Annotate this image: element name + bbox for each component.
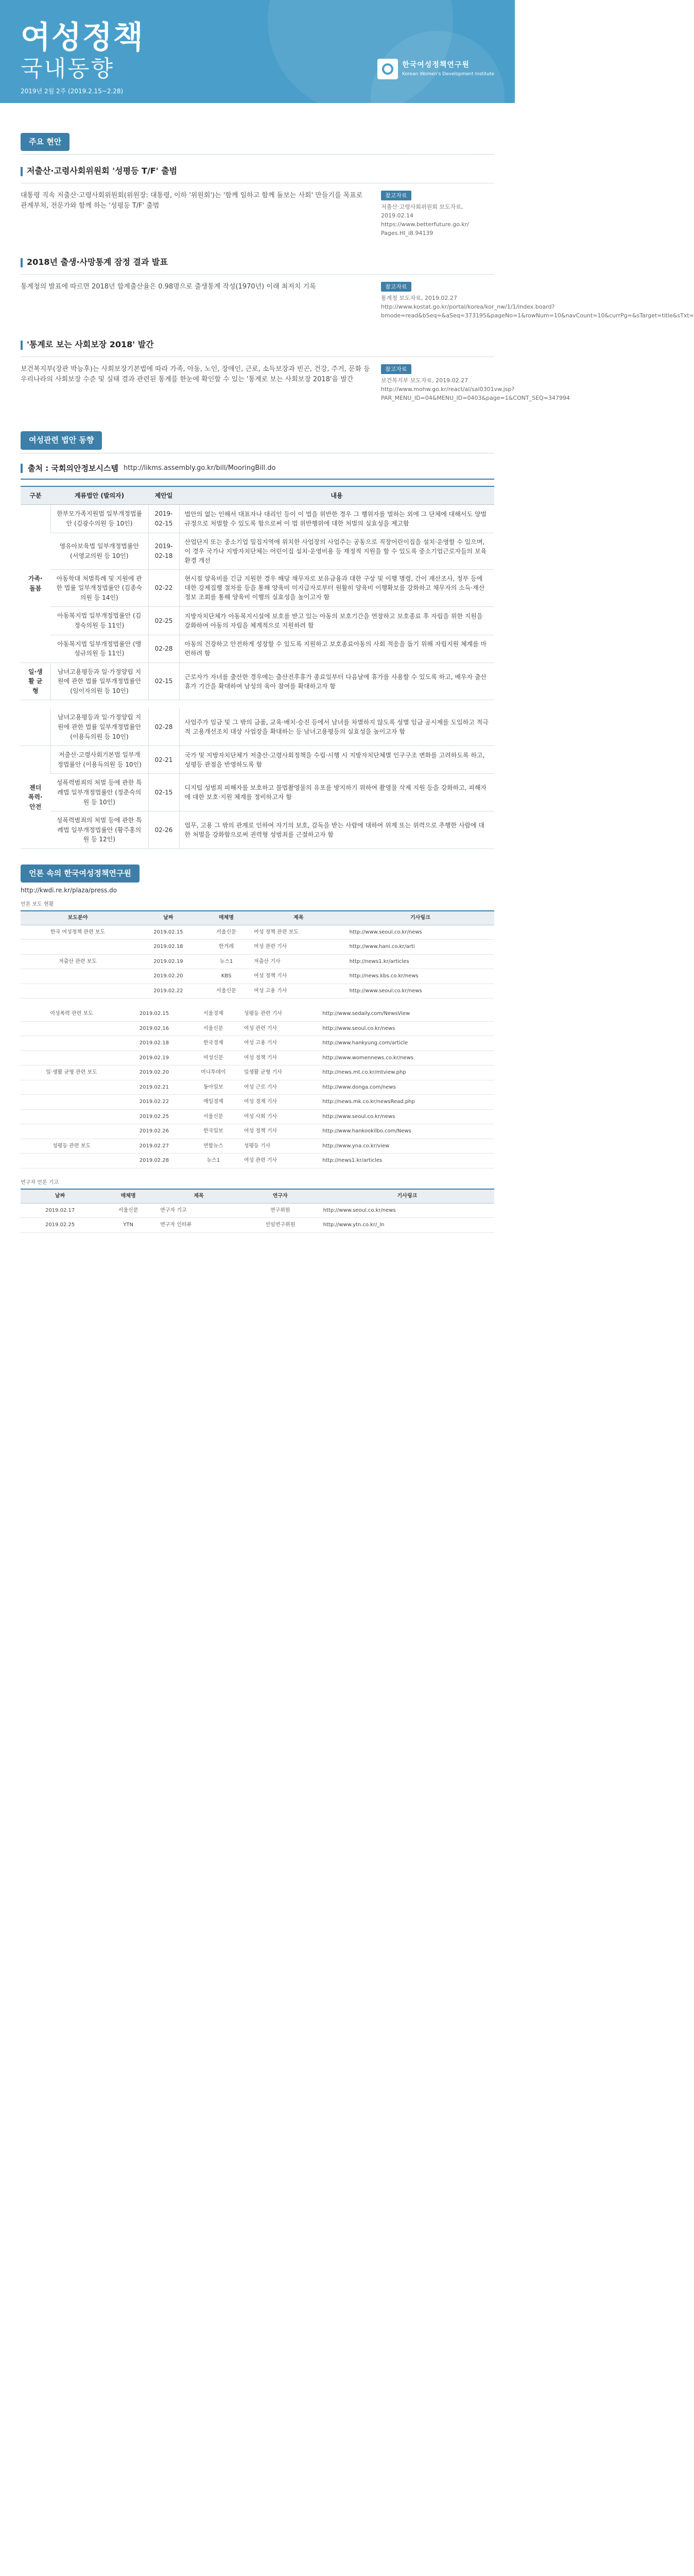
bill-date: 02-22	[148, 569, 179, 607]
news-media: 한국일보	[186, 1124, 241, 1139]
news-date: 2019.02.19	[135, 954, 202, 969]
news-title: 여성 사회 기사	[241, 1109, 319, 1124]
news-field	[21, 969, 135, 984]
issue-body	[21, 275, 694, 333]
news-title: 여성 관련 기사	[251, 940, 346, 955]
column-header: 연구자	[240, 1189, 320, 1203]
table-row	[21, 569, 494, 607]
table-row	[21, 925, 494, 940]
bill-name: 저출산·고령사회기본법 일부개정법률안 (이용득의원 등 10인)	[50, 746, 148, 774]
news-link[interactable]: http://www.seoul.co.kr/news	[346, 984, 494, 998]
table-row	[21, 774, 494, 811]
news-date: 2019.02.19	[123, 1050, 186, 1065]
news-title: 여성 근로 기사	[241, 1080, 319, 1095]
news-date: 2019.02.26	[123, 1124, 186, 1139]
source-text[interactable]: 통계청 보도자료, 2019.02.27 http://www.kostat.go.kr/portal/korea/kor_nw/1/1/index.board?bmode=read&bSeq=&aSeq=373195&pageNo=1&rowNum=10&navCount=10&currPg=&sTarget=title&sTxt=	[381, 295, 694, 319]
column-header: 구분	[21, 486, 50, 505]
news-title: 여성 정책 기사	[241, 1050, 319, 1065]
bill-desc: 법안의 없는 인해서 대표자나 대리인 등이 이 법을 위반한 경우 그 행위자를 벌하는 외에 그 단체에 대해서도 양벌규정으로 처벌할 수 있도록 함으로써 이 법 위반행위에 대한 처벌의 실효성을 제고함	[179, 505, 494, 533]
news-media: 한국경제	[186, 1036, 241, 1051]
news-link[interactable]: http://www.sedaily.com/NewsView	[319, 1007, 494, 1021]
table-row	[21, 1218, 494, 1233]
column-header: 보도분야	[21, 911, 135, 925]
news-media: 한겨레	[202, 940, 251, 955]
news-title: 여성 고용 기사	[241, 1036, 319, 1051]
table-row	[21, 708, 494, 745]
source-tag: 참고자료	[381, 364, 411, 374]
news-field	[21, 984, 135, 998]
issue-source	[381, 364, 570, 402]
bill-date: 02-26	[148, 811, 179, 849]
news-date: 2019.02.20	[123, 1065, 186, 1080]
source-tag: 참고자료	[381, 191, 411, 200]
column-table	[21, 1189, 494, 1233]
news-title: 저출산 기사	[251, 954, 346, 969]
main-issue-section	[21, 133, 694, 416]
column-header: 날짜	[135, 911, 202, 925]
table-row	[21, 940, 494, 955]
table-row	[21, 1065, 494, 1080]
header-banner	[0, 0, 515, 103]
bill-desc: 디지털 성범죄 피해자를 보호하고 불법촬영물의 유포를 방지하기 위하여 촬영물 삭제 지원 등을 강화하고, 피해자에 대한 보호·지원 체계를 정비하고자 함	[179, 774, 494, 811]
table-row	[21, 505, 494, 533]
news-link[interactable]: http://www.yna.co.kr/view	[319, 1139, 494, 1154]
column-header: 매체명	[99, 1189, 157, 1203]
source-text[interactable]: 저출산·고령사회위원회 보도자료, 2019.02.14 https://www.betterfuture.go.kr/ Pages.HI_i8.94139	[381, 204, 469, 237]
news-media: 서울신문	[202, 984, 251, 998]
bill-desc: 국가 및 지방자치단체가 저출산·고령사회정책을 수립·시행 시 지방자치단체별 인구구조 변화를 고려하도록 하고, 성평등 관점을 반영하도록 함	[179, 746, 494, 774]
category-cell	[21, 708, 50, 745]
bill-name: 아동복지법 일부개정법률안 (김정숙의원 등 11인)	[50, 607, 148, 635]
issue-title-text: 2018년 출생·사망통계 잠정 결과 발표	[27, 257, 168, 267]
news-link[interactable]: http://news.kbs.co.kr/news	[346, 969, 494, 984]
news-caption-2: 연구자 언론 기고	[21, 1179, 59, 1185]
news-link[interactable]: http://news1.kr/articles	[319, 1154, 494, 1168]
bill-name: 남녀고용평등과 일·가정양립 지원에 관한 법률 일부개정법률안 (이용득의원 등 10인)	[50, 708, 148, 745]
bill-source	[21, 459, 494, 480]
table-row	[21, 1080, 494, 1095]
table-row	[21, 607, 494, 635]
issue-period: 2019년 2월 2주 (2019.2.15~2.28)	[21, 88, 124, 95]
news-date: 2019.02.15	[135, 925, 202, 940]
bill-desc: 근로자가 자녀를 출산한 경우에는 출산전후휴가 종료일부터 다음날에 휴가를 사용할 수 있도록 하고, 배우자 출산휴가 기간을 확대하여 남성의 육아 참여를 확대하고자 함	[179, 663, 494, 700]
issue-body	[21, 183, 494, 251]
news-media: 여성신문	[186, 1050, 241, 1065]
bill-desc: 아동의 건강하고 안전하게 성장할 수 있도록 지원하고 보호종료아동의 사회 적응을 돕기 위해 자립지원 체계를 마련하려 함	[179, 635, 494, 663]
column-title: 연구자 기고	[157, 1203, 240, 1218]
section-label: 언론 속의 한국여성정책연구원	[21, 865, 140, 883]
bill-date: 02-15	[148, 663, 179, 700]
news-table	[21, 910, 494, 998]
news-field: 한국 여성정책 관련 보도	[21, 925, 135, 940]
page-subtitle: 국내동향	[21, 56, 115, 82]
newsletter-page	[0, 0, 694, 1264]
news-field	[21, 1154, 123, 1168]
bill-date: 2019-02-18	[148, 533, 179, 569]
news-date: 2019.02.16	[123, 1021, 186, 1036]
news-field	[21, 1050, 123, 1065]
news-link[interactable]: http://news.mt.co.kr/mtview.php	[319, 1065, 494, 1080]
table-row	[21, 1109, 494, 1124]
column-header: 날짜	[21, 1189, 99, 1203]
bill-date: 02-21	[148, 746, 179, 774]
column-date: 2019.02.25	[21, 1218, 99, 1233]
bill-desc: 현시점 양육비를 긴급 지원한 경우 해당 채무자로 보유금융과 대한 구상 및 이행 명령, 간이 재산조사, 정부 등에 대한 강제집행 절차를 등을 통해 양육비 미지급자로부터 원활히 양육비 이행확보를 강화하고 채무자의 소득·재산 정보 조회를 통해 양육비 이행의 실효성을 높이고자 함	[179, 569, 494, 607]
table-row	[21, 1007, 494, 1021]
news-date: 2019.02.21	[123, 1080, 186, 1095]
bill-name: 아동학대 처벌특례 및 지원에 관한 법률 일부개정법률안 (김종숙의원 등 14인)	[50, 569, 148, 607]
news-date: 2019.02.25	[123, 1109, 186, 1124]
issue-title-text: '통계로 보는 사회보장 2018' 발간	[27, 340, 154, 350]
bill-date: 02-28	[148, 708, 179, 745]
column-author: 연구위원	[240, 1203, 320, 1218]
news-date: 2019.02.15	[123, 1007, 186, 1021]
news-media: 매일경제	[186, 1095, 241, 1110]
news-link[interactable]: http://news.mk.co.kr/newsRead.php	[319, 1095, 494, 1110]
news-date: 2019.02.28	[123, 1154, 186, 1168]
table-row	[21, 1050, 494, 1065]
org-name-en: Korean Women's Development Institute	[402, 71, 494, 77]
bill-name: 영유아보육법 일부개정법률안 (서영교의원 등 10인)	[50, 533, 148, 569]
issue-text: 대통령 직속 저출산·고령사회위원회(위원장: 대통령, 이하 '위원회')는 '함께 일하고 함께 돌보는 사회' 만들기를 목표로 관계부처, 전문가와 함께 하는 '성평등 T/F' 출범	[21, 192, 363, 210]
news-title: 여성 정책 관련 보도	[251, 925, 346, 940]
news-title: 성평등 관련 기사	[241, 1007, 319, 1021]
logo-mark-icon	[377, 59, 398, 79]
table-row	[21, 1021, 494, 1036]
bill-name: 아동복지법 일부개정법률안 (맹성규의원 등 11인)	[50, 635, 148, 663]
bill-source-title: 출처 : 국회의안정보시스템	[28, 463, 118, 473]
table-row	[21, 1154, 494, 1168]
table-row	[21, 1036, 494, 1051]
issue-title	[21, 251, 494, 275]
bill-date: 02-28	[148, 635, 179, 663]
bill-date: 02-15	[148, 774, 179, 811]
table-row	[21, 1139, 494, 1154]
bill-desc: 사업주가 임금 및 그 밖의 금품, 교육·배치·승진 등에서 남녀를 차별하지 않도록 성별 임금 공시제를 도입하고 적극적 고용개선조치 대상 사업장을 확대하는 등 남녀고용평등의 실효성을 높이고자 함	[179, 708, 494, 745]
news-media: KBS	[202, 969, 251, 984]
bill-name: 한부모가족지원법 일부개정법률안 (김광수의원 등 10인)	[50, 505, 148, 533]
news-section	[21, 865, 494, 1233]
bill-table-2	[21, 708, 494, 849]
column-header: 제목	[157, 1189, 240, 1203]
news-title: 여성 경제 기사	[241, 1095, 319, 1110]
news-link[interactable]: http://news1.kr/articles	[346, 954, 494, 969]
source-text[interactable]: 보건복지부 보도자료, 2019.02.27 http://www.mohw.go.kr/react/al/sal0301vw.jsp?PAR_MENU_ID=04&MENU_ID=0403&page=1&CONT_SEQ=347994	[381, 377, 570, 402]
org-logo	[377, 59, 494, 79]
column-date: 2019.02.17	[21, 1203, 99, 1218]
bill-table	[21, 486, 494, 701]
news-link[interactable]: http://www.womennews.co.kr/news	[319, 1050, 494, 1065]
news-table-2	[21, 1007, 494, 1168]
news-media: 동아일보	[186, 1080, 241, 1095]
news-field: 일·생활 균형 관련 보도	[21, 1065, 123, 1080]
column-header: 매체명	[202, 911, 251, 925]
news-media: 연합뉴스	[186, 1139, 241, 1154]
table-row	[21, 954, 494, 969]
news-date: 2019.02.18	[123, 1036, 186, 1051]
news-media: 서울경제	[186, 1007, 241, 1021]
news-field: 저출산 관련 보도	[21, 954, 135, 969]
news-media: 뉴스1	[202, 954, 251, 969]
table-row	[21, 984, 494, 998]
news-field: 성평등 관련 보도	[21, 1139, 123, 1154]
source-tag: 참고자료	[381, 282, 411, 292]
column-header: 기사링크	[320, 1189, 494, 1203]
news-media: 서울신문	[202, 925, 251, 940]
issue-text: 보건복지부(장관 박능후)는 사회보장기본법에 따라 가족, 아동, 노인, 장애인, 근로, 소득보장과 빈곤, 건강, 주거, 문화 등 우리나라의 사회보장 수준 및 실태 결과 관련된 통계를 한눈에 확인할 수 있는 '통계로 보는 사회보장 2018'을 발간	[21, 365, 370, 384]
news-field	[21, 1095, 123, 1110]
table-row	[21, 663, 494, 700]
news-title: 여성 고용 기사	[251, 984, 346, 998]
news-date: 2019.02.18	[135, 940, 202, 955]
news-field	[21, 1109, 123, 1124]
news-link[interactable]: http://www.seoul.co.kr/news	[319, 1109, 494, 1124]
news-date: 2019.02.22	[123, 1095, 186, 1110]
column-media: YTN	[99, 1218, 157, 1233]
news-date: 2019.02.27	[123, 1139, 186, 1154]
issue-title-text: 저출산·고령사회위원회 '성평등 T/F' 출범	[27, 166, 178, 176]
news-media: 서울신문	[186, 1109, 241, 1124]
news-title: 성평등 기사	[241, 1139, 319, 1154]
issue-title	[21, 333, 494, 357]
table-row	[21, 533, 494, 569]
bill-desc: 지방자치단체가 아동복지시설에 보호를 받고 있는 아동의 보호기간을 연장하고 보호종료 후 자립을 위한 지원을 강화하여 아동의 자립을 체계적으로 지원하려 함	[179, 607, 494, 635]
column-title: 연구자 인터뷰	[157, 1218, 240, 1233]
bill-name: 성폭력범죄의 처벌 등에 관한 특례법 일부개정법률안 (황주홍의원 등 12인)	[50, 811, 148, 849]
news-date: 2019.02.20	[135, 969, 202, 984]
bill-date: 2019-02-15	[148, 505, 179, 533]
table-row	[21, 969, 494, 984]
news-date: 2019.02.22	[135, 984, 202, 998]
bill-desc: 산업단지 또는 중소기업 밀집지역에 위치한 사업장의 사업주는 공동으로 직장어린이집을 설치·운영할 수 있으며, 이 경우 국가나 지방자치단체는 어린이집 설치·운영비용 등 재정적 지원을 할 수 있도록 중소기업근로자들의 보육환경 개선	[179, 533, 494, 569]
column-header: 계류법안 (발의자)	[50, 486, 148, 505]
page-title: 여성정책	[21, 20, 144, 56]
bill-desc: 업무, 고용 그 밖의 관계로 인하여 자기의 보호, 감독을 받는 사람에 대하여 위계 또는 위력으로 추행한 사람에 대한 처벌을 강화함으로써 권력형 성범죄를 근절하고자 함	[179, 811, 494, 849]
section-label: 여성관련 법안 동향	[21, 431, 102, 449]
news-link[interactable]: http://www.hankyung.com/article	[319, 1036, 494, 1051]
news-title: 여성 관련 기사	[241, 1021, 319, 1036]
table-row	[21, 1124, 494, 1139]
news-media: 뉴스1	[186, 1154, 241, 1168]
news-field	[21, 940, 135, 955]
bills-section	[21, 431, 494, 849]
section-label: 주요 현안	[21, 133, 70, 151]
news-url[interactable]: http://kwdi.re.kr/plaza/press.do	[21, 887, 117, 894]
news-field	[21, 1124, 123, 1139]
org-name-ko: 한국여성정책연구원	[402, 61, 470, 70]
column-media: 서울신문	[99, 1203, 157, 1218]
table-row	[21, 1095, 494, 1110]
table-row	[21, 635, 494, 663]
issue-body	[21, 357, 570, 416]
bill-date: 02-25	[148, 607, 179, 635]
news-link[interactable]: http://www.donga.com/news	[319, 1080, 494, 1095]
column-header: 기사링크	[346, 911, 494, 925]
column-author: 선임연구위원	[240, 1218, 320, 1233]
issue-source	[381, 282, 694, 320]
issue-source	[381, 191, 494, 238]
news-link[interactable]: http://www.seoul.co.kr/news	[319, 1021, 494, 1036]
news-title: 일생활 균형 기사	[241, 1065, 319, 1080]
column-link[interactable]: http://www.ytn.co.kr/_ln	[320, 1218, 494, 1233]
news-media: 서울신문	[186, 1021, 241, 1036]
bill-name: 성폭력범죄의 처벌 등에 관한 특례법 일부개정법률안 (정춘숙의원 등 10인)	[50, 774, 148, 811]
table-row	[21, 1203, 494, 1218]
news-title: 여성 관련 기사	[241, 1154, 319, 1168]
bill-source-url[interactable]: http://likms.assembly.go.kr/bill/MooringBill.do	[123, 464, 276, 472]
category-cell: 가족·돌봄	[21, 505, 50, 663]
column-header: 제안일	[148, 486, 179, 505]
news-link[interactable]: http://www.seoul.co.kr/news	[346, 925, 494, 940]
category-cell: 일·생활 균형	[21, 663, 50, 700]
column-header: 제목	[251, 911, 346, 925]
news-link[interactable]: http://www.hankookilbo.com/News	[319, 1124, 494, 1139]
news-caption-1: 언론 보도 현황	[21, 901, 54, 907]
news-field: 여성폭력 관련 보도	[21, 1007, 123, 1021]
news-link[interactable]: http://www.hani.co.kr/arti	[346, 940, 494, 955]
table-row	[21, 811, 494, 849]
news-field	[21, 1080, 123, 1095]
table-row	[21, 746, 494, 774]
issue-text: 통계청의 발표에 따르면 2018년 합계출산율은 0.98명으로 출생통계 작성(1970년) 이래 최저치 기록	[21, 283, 316, 291]
column-header: 내용	[179, 486, 494, 505]
column-link[interactable]: http://www.seoul.co.kr/news	[320, 1203, 494, 1218]
news-media: 머니투데이	[186, 1065, 241, 1080]
category-cell: 젠더 폭력·안전	[21, 746, 50, 849]
bill-name: 남녀고용평등과 일·가정양립 지원에 관한 법률 일부개정법률안 (임이자의원 등 10인)	[50, 663, 148, 700]
news-title: 여성 정책 기사	[241, 1124, 319, 1139]
news-title: 여성 정책 기사	[251, 969, 346, 984]
news-field	[21, 1021, 123, 1036]
news-field	[21, 1036, 123, 1051]
